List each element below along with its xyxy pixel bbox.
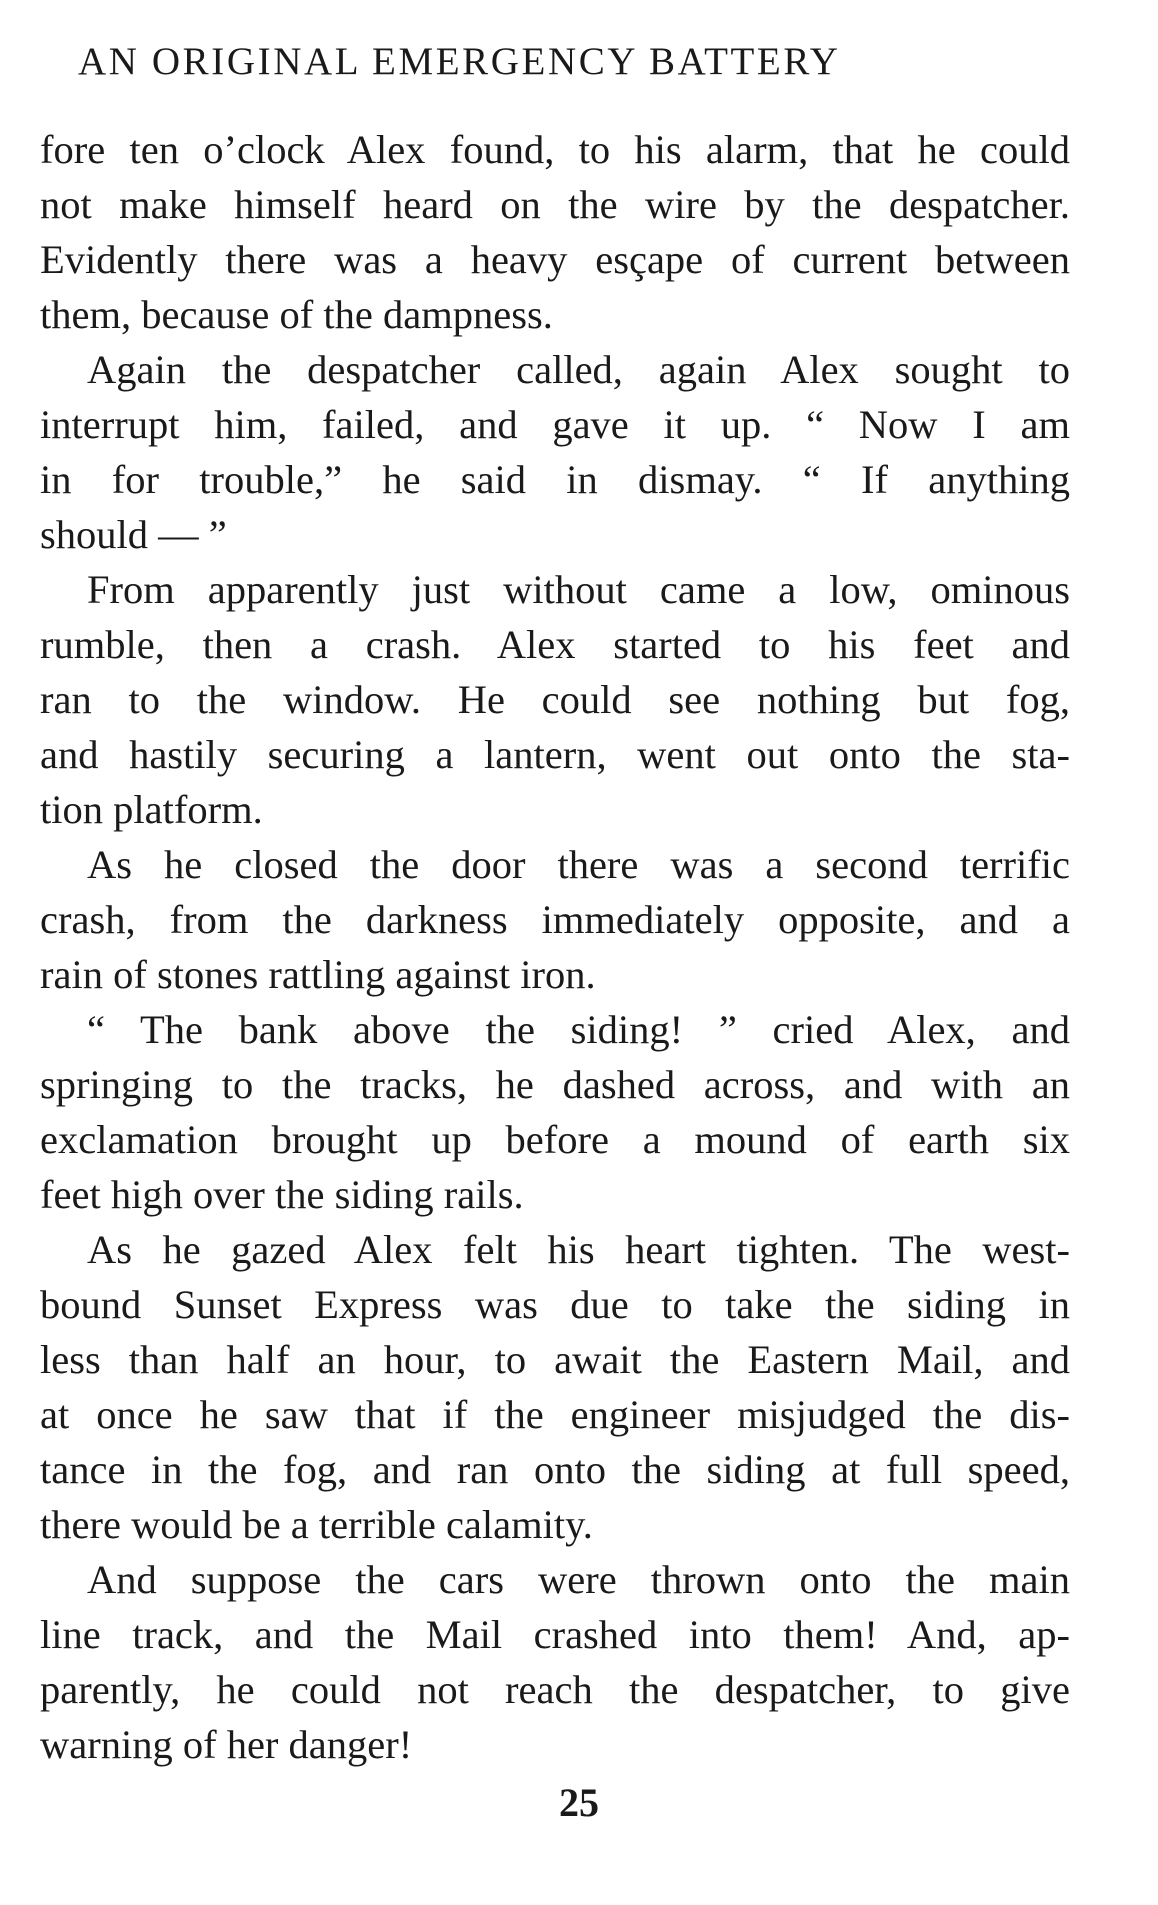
text-line: interrupt him, failed, and gave it up. “ Now I am <box>40 402 1070 447</box>
text-line: and hastily securing a lantern, went out onto the sta- <box>40 732 1070 777</box>
text-line: less than half an hour, to await the Eastern Mail, and <box>40 1337 1070 1382</box>
text-line: parently, he could not reach the despatcher, to give <box>40 1667 1070 1712</box>
text-line: in for trouble,” he said in dismay. “ If anything <box>40 457 1070 502</box>
text-line: feet high over the siding rails. <box>40 1172 524 1217</box>
text-line: And suppose the cars were thrown onto the main <box>87 1557 1070 1602</box>
text-line: rain of stones rattling against iron. <box>40 952 596 997</box>
running-head: AN ORIGINAL EMERGENCY BATTERY <box>78 40 841 83</box>
text-line: exclamation brought up before a mound of earth six <box>40 1117 1070 1162</box>
text-line: there would be a terrible calamity. <box>40 1502 593 1547</box>
text-line: “ The bank above the siding! ” cried Alex, and <box>87 1007 1070 1052</box>
text-line: ran to the window. He could see nothing but fog, <box>40 677 1070 722</box>
text-line: fore ten o’clock Alex found, to his alarm, that he could <box>40 127 1070 172</box>
text-line: crash, from the darkness immediately opposite, and a <box>40 897 1070 942</box>
text-line: line track, and the Mail crashed into them! And, ap- <box>40 1612 1070 1657</box>
text-line: at once he saw that if the engineer misjudged the dis- <box>40 1392 1070 1437</box>
text-line: tion platform. <box>40 787 263 832</box>
text-line: springing to the tracks, he dashed across, and with an <box>40 1062 1070 1107</box>
text-line: As he gazed Alex felt his heart tighten. The west- <box>87 1227 1070 1272</box>
text-line: not make himself heard on the wire by the despatcher. <box>40 182 1070 227</box>
text-line: should — ” <box>40 512 227 557</box>
text-line: From apparently just without came a low, ominous <box>87 567 1070 612</box>
page-number: 25 <box>559 1780 599 1825</box>
text-line: Again the despatcher called, again Alex sought to <box>87 347 1070 392</box>
text-line: them, because of the dampness. <box>40 292 553 337</box>
text-line: tance in the fog, and ran onto the siding at full speed, <box>40 1447 1070 1492</box>
text-line: As he closed the door there was a second terrific <box>87 842 1070 887</box>
text-line: bound Sunset Express was due to take the siding in <box>40 1282 1070 1327</box>
text-line: Evidently there was a heavy esçape of current between <box>40 237 1070 282</box>
text-line: warning of her danger! <box>40 1722 413 1767</box>
body-text <box>40 122 1070 1772</box>
text-line: rumble, then a crash. Alex started to his feet and <box>40 622 1070 667</box>
